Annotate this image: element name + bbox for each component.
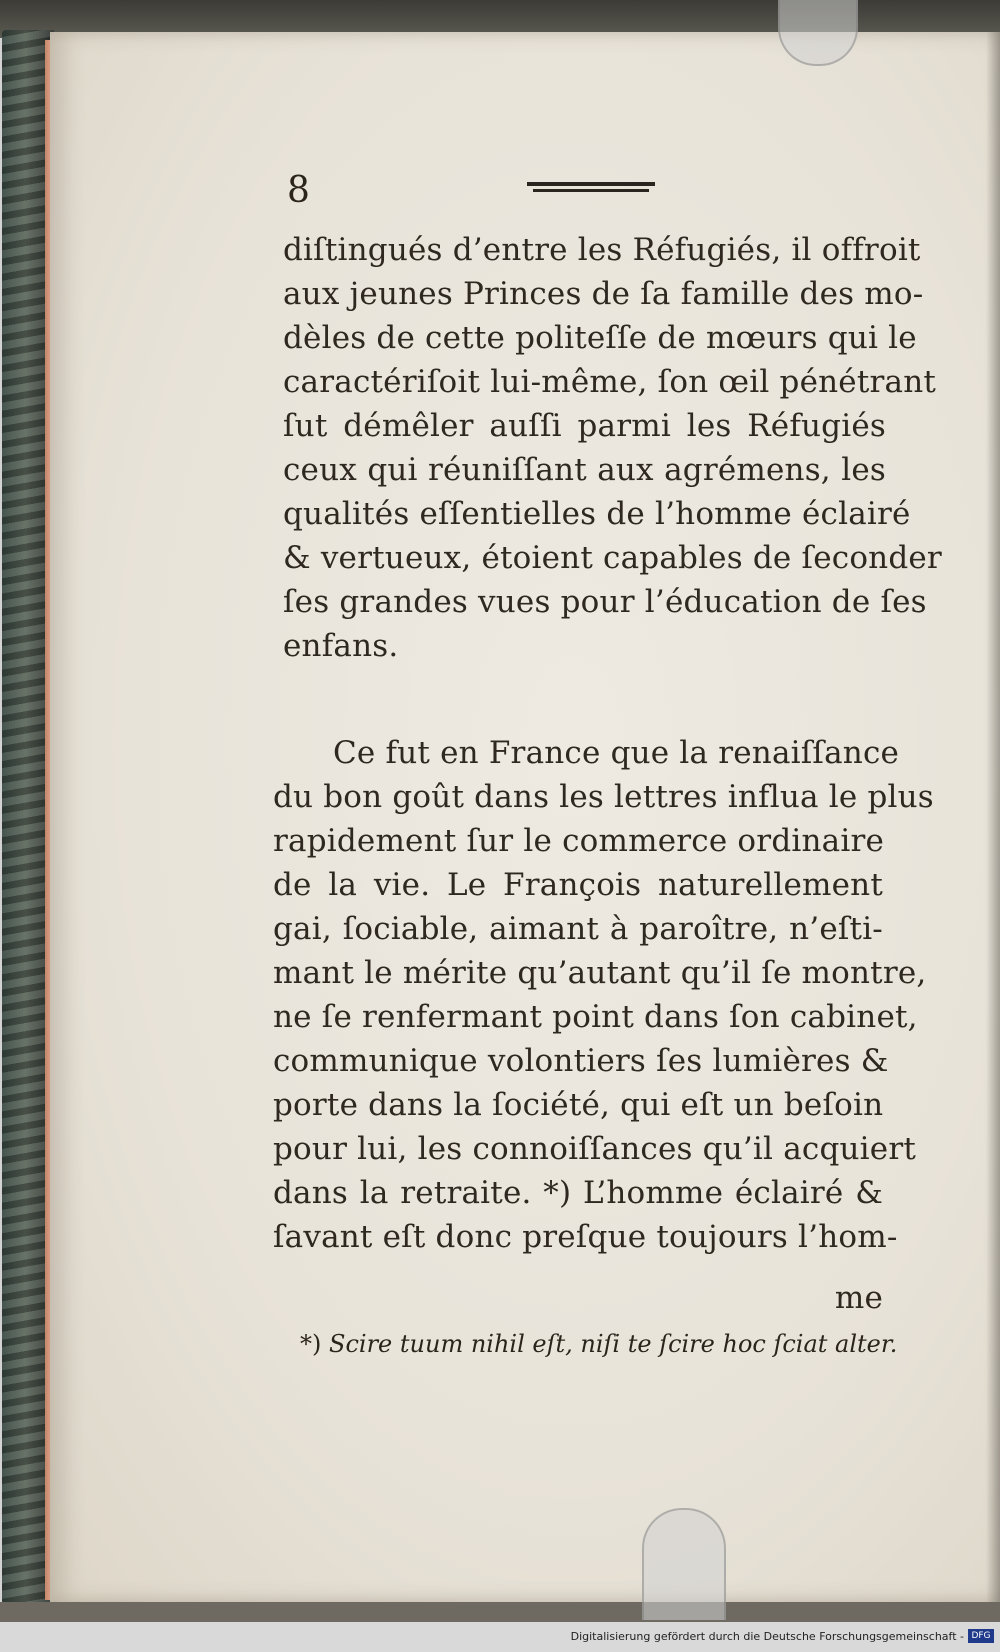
text-line: ſut démêler auſſi parmi les Réfugiés [283,408,886,444]
text-line: & vertueux, étoient capables de ſeconder [283,540,942,576]
text-line: pour lui, les connoiſſances qu’il acquiert [273,1131,917,1167]
footnote [300,1330,898,1358]
text-line: caractériſoit lui-même, ſon œil pénétrant [283,364,937,400]
page-right-shadow [986,32,1000,1602]
footnote-text: Scire tuum nihil eſt, niſi te ſcire hoc ſciat alter. [329,1330,898,1358]
text-line: de la vie. Le François naturellement [273,867,883,903]
text-line: ceux qui réuniſſant aux agrémens, les [283,452,886,488]
dfg-logo: DFG [968,1629,994,1643]
digitization-credit: Digitalisierung gefördert durch die Deutsche Forschungsgemeinschaft - [570,1630,964,1643]
paragraph-2 [273,731,934,1261]
paragraph-1 [283,228,942,688]
text-line: porte dans la ſociété, qui eſt un beſoin [273,1087,884,1123]
text-line: dèles de cette politeſſe de mœurs qui le [283,320,917,356]
text-line: gai, ſociable, aimant à paroître, n’eſti- [273,911,883,947]
header-ornament-rule [527,182,655,194]
text-line: dans la retraite. *) L’homme éclairé & [273,1175,883,1211]
footnote-marker: *) [300,1330,322,1358]
text-line: diſtingués d’entre les Réfugiés, il offroit [283,232,921,268]
scan-bottom-band [0,1602,1000,1622]
text-line: qualités eſſentielles de l’homme éclairé [283,496,911,532]
text-line: aux jeunes Princes de ſa famille des mo- [283,276,924,312]
text-line: du bon goût dans les lettres influa le plus [273,779,934,815]
page-header [287,170,887,220]
text-line: Ce fut en France que la renaiſſance [333,735,900,771]
text-line: communique volontiers ſes lumières & [273,1043,889,1079]
page-number: 8 [287,170,310,211]
catchword-block [273,1276,883,1320]
text-line: ſavant eſt donc preſque toujours l’hom- [273,1219,898,1255]
text-line: enfans. [283,628,399,664]
text-line: mant le mérite qu’autant qu’il ſe montre, [273,955,927,991]
text-line: ne ſe renfermant point dans ſon cabinet, [273,999,918,1035]
text-line: ſes grandes vues pour l’éducation de ſes [283,584,927,620]
page-clip-bottom [642,1508,726,1620]
catchword: me [834,1280,883,1316]
text-line: rapidement ſur le commerce ordinaire [273,823,885,859]
